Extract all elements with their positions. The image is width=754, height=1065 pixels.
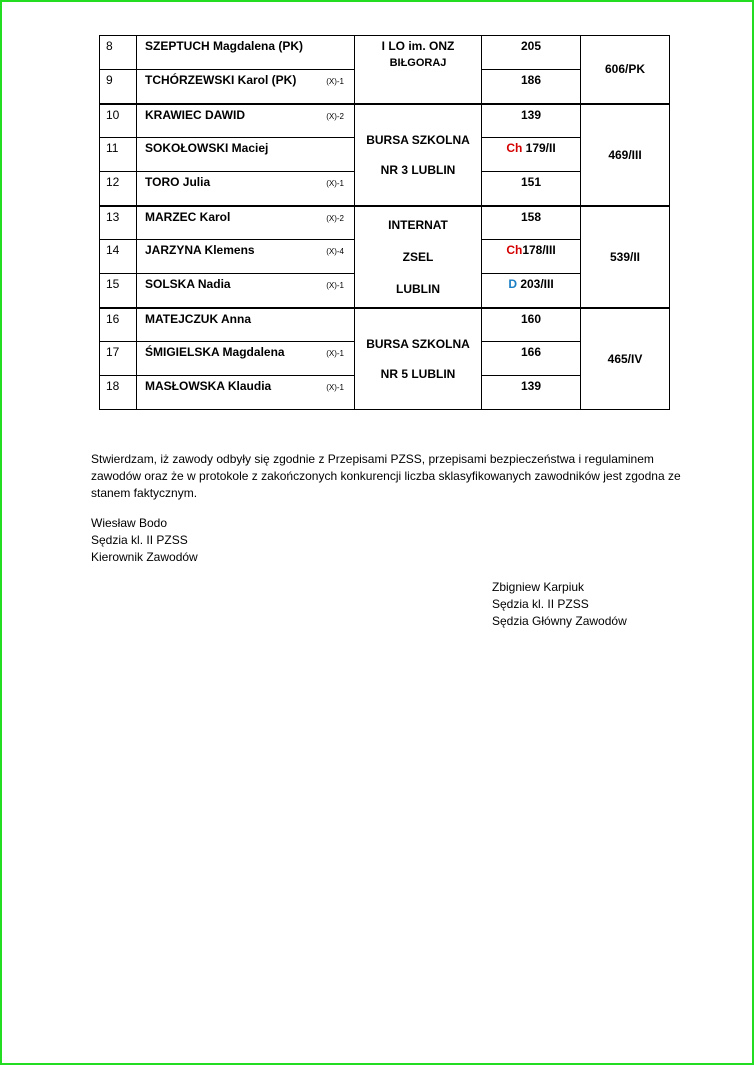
penalty-mark: (X)-1 [326,77,344,86]
competitor-cell [137,104,355,138]
competitor-cell [137,70,355,104]
competitor-name: SZEPTUCH Magdalena (PK) [145,39,304,53]
score-value: 139 [520,107,542,122]
team-total: 469/III [581,104,670,206]
row-number: 14 [100,240,137,274]
signer-role: Kierownik Zawodów [91,550,198,564]
row-number: 10 [100,104,137,138]
score-value: 179/II [525,141,556,155]
score-cell [482,36,581,70]
signature-left [91,515,198,566]
competitor-cell [137,240,355,274]
score-value: 166 [520,345,542,359]
competitor-cell [137,274,355,308]
school-line: NR 5 LUBLIN [380,366,456,381]
competitor-name: ŚMIGIELSKA Magdalena [145,345,285,359]
penalty-mark: (X)-2 [326,111,344,121]
score-value: 205 [520,39,542,53]
table-row [100,104,670,138]
competitor-cell [137,342,355,376]
row-number: 12 [100,172,137,206]
competitor-cell [137,206,355,240]
score-cell [482,172,581,206]
signer-name: Zbigniew Karpiuk [492,580,585,594]
results-table [99,35,670,410]
competitor-cell [137,172,355,206]
school-cell [355,104,482,206]
score-value: 160 [520,311,542,326]
school-cell [355,36,482,104]
competitor-cell [137,376,355,410]
score-cell [482,206,581,240]
signer-role: Sędzia Główny Zawodów [492,614,627,628]
score-prefix: Ch [506,243,523,257]
school-line: LUBLIN [396,281,440,296]
signature-right [492,579,627,630]
competitor-name: TORO Julia [145,175,211,189]
score-cell [482,138,581,172]
row-number: 17 [100,342,137,376]
table-row [100,36,670,70]
score-cell [482,240,581,274]
score-value: 158 [520,209,542,224]
school-line: BURSA SZKOLNA [366,132,470,147]
school-line: BURSA SZKOLNA [366,336,470,351]
team-total: 606/PK [581,36,670,104]
score-value: 151 [520,175,542,189]
row-number: 16 [100,308,137,342]
penalty-mark: (X)-1 [326,349,344,358]
signer-rank: Sędzia kl. II PZSS [492,597,589,611]
penalty-mark: (X)-1 [326,281,344,290]
row-number: 18 [100,376,137,410]
competitor-cell [137,36,355,70]
score-cell [482,104,581,138]
score-prefix: Ch [506,141,523,155]
penalty-mark: (X)-1 [326,383,344,392]
score-value: 139 [520,379,542,393]
score-cell [482,308,581,342]
signer-rank: Sędzia kl. II PZSS [91,533,188,547]
school-line: BIŁGORAJ [389,57,447,69]
competitor-name: MASŁOWSKA Klaudia [145,379,272,393]
row-number: 15 [100,274,137,308]
score-value: 186 [520,73,542,87]
penalty-mark: (X)-4 [326,247,344,256]
score-cell [482,274,581,308]
competitor-name: MARZEC Karol [145,209,231,224]
score-cell [482,376,581,410]
school-line: ZSEL [402,249,434,264]
row-number: 9 [100,70,137,104]
school-line: I LO im. ONZ [381,39,455,53]
penalty-mark: (X)-1 [326,179,344,188]
signer-name: Wiesław Bodo [91,516,168,530]
competitor-name: JARZYNA Klemens [145,243,255,257]
school-cell [355,206,482,308]
competitor-cell [137,138,355,172]
table-row [100,308,670,342]
competitor-cell [137,308,355,342]
row-number: 8 [100,36,137,70]
school-cell [355,308,482,410]
competitor-name: MATEJCZUK Anna [145,311,251,326]
score-cell [482,70,581,104]
score-value: 203/III [520,277,554,291]
table-row [100,206,670,240]
team-total: 539/II [581,206,670,308]
penalty-mark: (X)-2 [326,213,344,223]
statement-text: Stwierdzam, iż zawody odbyły się zgodnie z Przepisami PZSS, przepisami bezpieczeństwa i regulaminem zawodów oraz że w protokole z zakończonych konkurencji liczba sklasyfikowanych zawodników jest zgodna ze stanem faktycznym. [91,452,681,500]
school-line: INTERNAT [388,217,448,232]
competitor-name: SOKOŁOWSKI Maciej [145,141,269,155]
score-cell [482,342,581,376]
competitor-name: KRAWIEC DAWID [145,107,245,122]
score-prefix: D [508,277,517,291]
team-total: 465/IV [581,308,670,410]
school-line: NR 3 LUBLIN [380,162,456,177]
score-value: 178/III [522,243,556,257]
competitor-name: SOLSKA Nadia [145,277,231,291]
row-number: 13 [100,206,137,240]
row-number: 11 [100,138,137,172]
competitor-name: TCHÓRZEWSKI Karol (PK) [145,73,297,87]
